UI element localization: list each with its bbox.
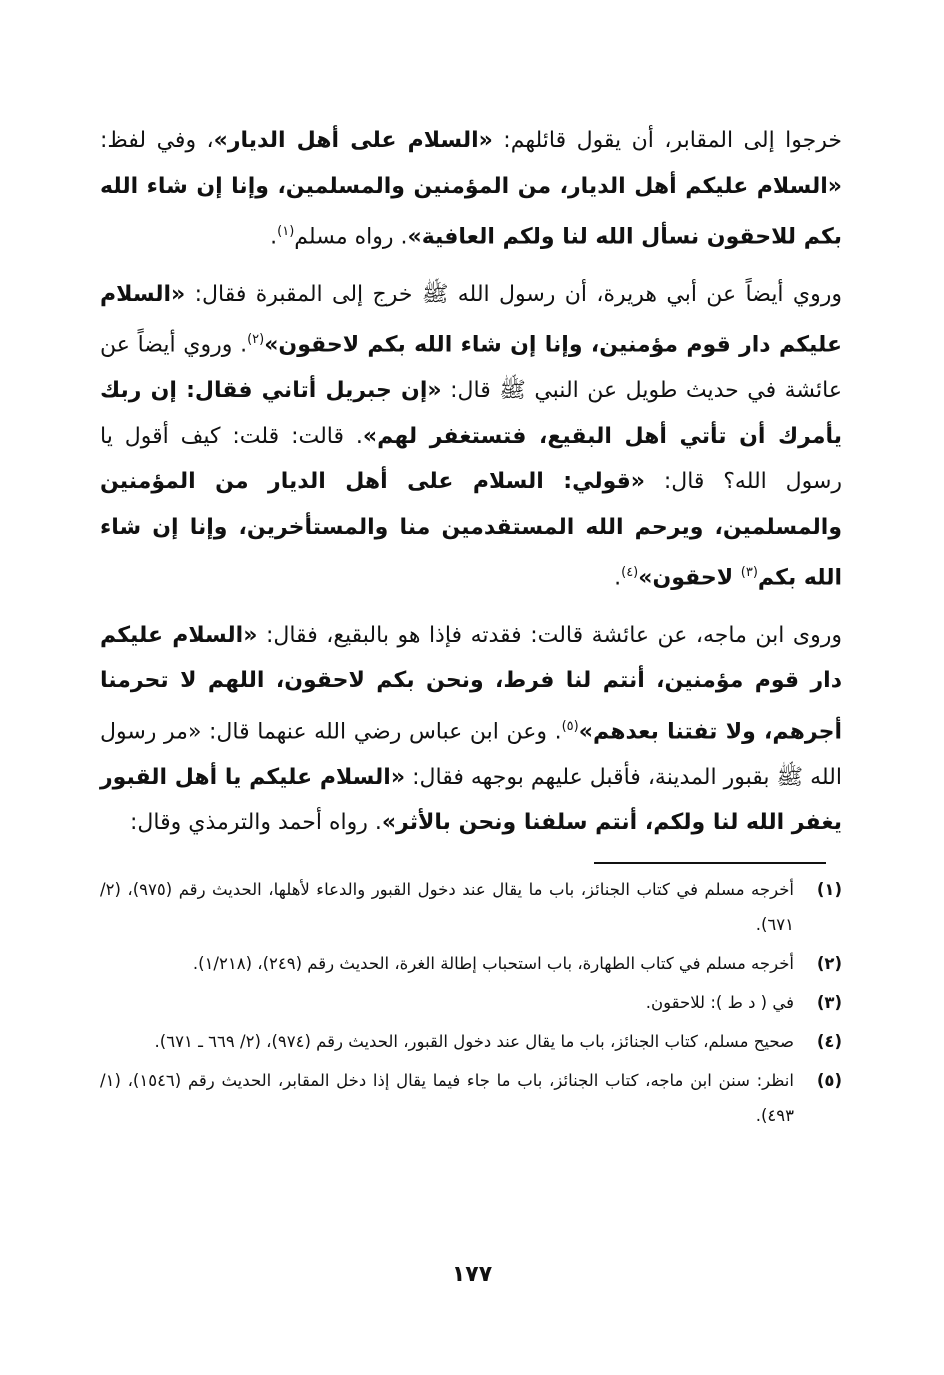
footnote-number: (١) [816,880,842,899]
footnote-number: (٤) [816,1032,842,1051]
footnote-text: أخرجه مسلم في كتاب الجنائز، باب ما يقال عند دخول القبور والدعاء لأهلها، الحديث رقم (٩٧٥)، (٢/ ٦٧١). [100,880,794,934]
footnote-number: (٥) [816,1071,842,1090]
footnote [100,985,842,1020]
footnote-separator [594,862,826,864]
body-text: وروي أيضاً عن أبي هريرة، أن رسول الله ﷺ خرج إلى المقبرة فقال: [185,281,842,307]
footnote-text: صحيح مسلم، كتاب الجنائز، باب ما يقال عند دخول القبور، الحديث رقم (٩٧٤)، (٢/ ٦٦٩ ـ ٦٧١). [154,1032,794,1051]
footnote [100,872,842,942]
paragraph [100,118,842,260]
page-number: ١٧٧ [451,1262,493,1287]
body-text: ، وفي لفظ: [100,128,214,153]
footnote-number: (٢) [816,954,842,973]
body-text: . [614,565,622,591]
footnote-text: في ( د ط ): للاحقون. [645,993,794,1012]
body-text: . رواه مسلم [294,224,408,250]
body-text: . وعن ابن عباس رضي الله عنهما قال: «مر رسول الله ﷺ بقبور المدينة، فأقبل عليهم بوجهه فقال: [100,719,842,790]
quote-text: «إن جبريل أتاني فقال: إن ربك يأمرك أن تأتي أهل البقيع، فتستغفر لهم» [100,378,842,449]
quote-text: لاحقون» [638,565,741,591]
body-text: . [270,224,278,250]
footnote-ref: (٢) [247,332,265,348]
quote-text: «السلام على أهل الديار» [213,128,493,153]
body-text: . وروي أيضاً عن عائشة في حديث طويل عن النبي ﷺ قال: [100,332,842,404]
main-text [100,118,842,858]
quote-text: «السلام عليكم أهل الديار، من المؤمنين والمسلمين، وإنا إن شاء الله بكم للاحقون نسأل الله لنا ولكم العافية» [100,173,842,250]
footnotes [100,872,842,1137]
body-text: . قالت: قلت: كيف أقول يا رسول الله؟ قال: [100,423,842,495]
footnote-ref: (٥) [561,718,579,734]
footnote-ref: (٣) [740,565,758,581]
footnote-ref: (٤) [621,565,639,581]
footnote-number: (٣) [816,993,842,1012]
paragraph [100,272,842,601]
body-text: . رواه أحمد والترمذي وقال: [130,810,382,836]
quote-text: «السلام عليكم يا أهل القبور يغفر الله لنا ولكم، أنتم سلفنا ونحن بالأثر» [100,764,842,836]
footnote [100,1024,842,1059]
footnote-text: انظر: سنن ابن ماجه، كتاب الجنائز، باب ما جاء فيما يقال إذا دخل المقابر، الحديث رقم (١٥٤٦)، (١/ ٤٩٣). [100,1071,794,1125]
body-text: وروى ابن ماجه، عن عائشة قالت: فقدته فإذا هو بالبقيع، فقال: [257,622,842,648]
footnote [100,946,842,981]
body-text: خرجوا إلى المقابر، أن يقول قائلهم: [492,128,842,153]
quote-text: «السلام عليكم دار قوم مؤمنين، وإنا إن شاء الله بكم لاحقون» [100,281,842,358]
paragraph [100,613,842,846]
footnote-ref: (١) [277,224,295,239]
footnote [100,1063,842,1133]
footnote-text: أخرجه مسلم في كتاب الطهارة، باب استحباب إطالة الغرة، الحديث رقم (٢٤٩)، (١/٢١٨). [192,954,794,973]
quote-text: «السلام عليكم دار قوم مؤمنين، أنتم لنا فرط، ونحن بكم لاحقون، اللهم لا تحرمنا أجرهم، ولا تفتنا بعدهم» [100,622,842,745]
quote-text: «قولي: السلام على أهل الديار من المؤمنين والمسلمين، ويرحم الله المستقدمين منا والمستأخرين، وإنا إن شاء الله بكم [100,469,842,591]
